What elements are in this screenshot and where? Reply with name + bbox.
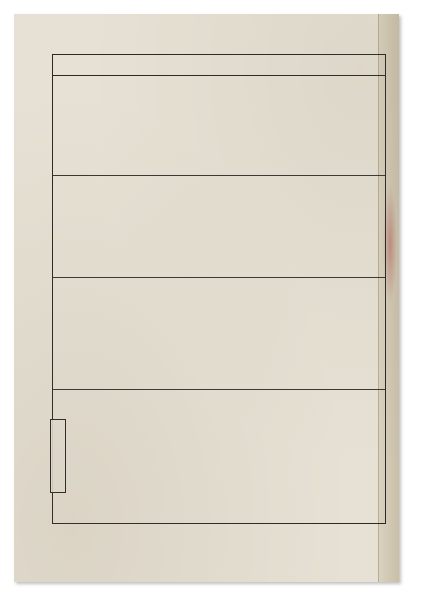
listing-band-1 xyxy=(53,75,385,176)
side-notice xyxy=(36,110,48,360)
frame-title xyxy=(53,55,385,76)
document-page xyxy=(14,14,399,582)
listing-band-4 xyxy=(53,389,385,523)
listing-band-3 xyxy=(53,277,385,390)
listing-frame xyxy=(52,54,386,524)
listing-band-2 xyxy=(53,175,385,278)
boxed-label xyxy=(50,419,66,493)
